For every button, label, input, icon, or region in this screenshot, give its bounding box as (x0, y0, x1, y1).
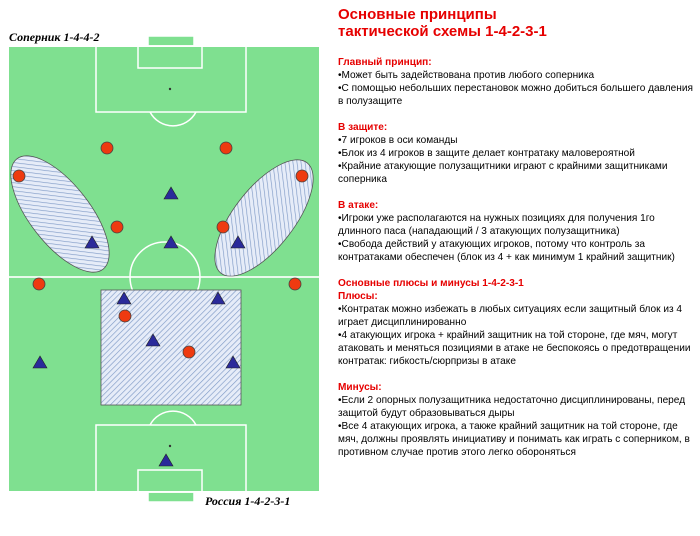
opponent-player (111, 221, 123, 233)
title-line: тактической схемы 1-4-2-3-1 (338, 23, 547, 40)
opponent-formation-label: Соперник 1-4-4-2 (9, 30, 100, 44)
top-penalty-spot (169, 88, 171, 90)
section-title: Главный принцип: (338, 57, 432, 68)
section-subtitle: Плюсы: (338, 291, 378, 302)
opponent-player (296, 170, 308, 182)
section-item: •Блок из 4 игроков в защите делает контратаку маловероятной (338, 148, 635, 159)
opponent-player (289, 278, 301, 290)
section-title: Основные плюсы и минусы 1-4-2-3-1 (338, 278, 524, 289)
section-item: •С помощью небольших перестановок можно добиться большего давления в полузащите (338, 83, 693, 107)
title-line: Основные принципы (338, 6, 497, 23)
section-item: •4 атакующих игрока + крайний защитник на той стороне, где мяч, могут атаковать и меняться позициями в атаке не беспокоясь о предотвращении контратак: гибкость/сюрпризы в атаке (338, 330, 691, 367)
section-pros (338, 277, 696, 368)
section-attack (338, 199, 696, 264)
opponent-player (119, 310, 131, 322)
text-panel (338, 6, 696, 472)
russia-formation-label: Россия 1-4-2-3-1 (205, 494, 291, 508)
bottom-penalty-spot (169, 445, 171, 447)
main-title (338, 6, 696, 40)
section-defense (338, 121, 696, 186)
section-item: •Все 4 атакующих игрока, а также крайний защитник на той стороне, где мяч, должны проявлять инициативу и понимать как играть с соперником, в противном случае против этого легко обороняться (338, 421, 690, 458)
opponent-player (101, 142, 113, 154)
section-title: В атаке: (338, 200, 379, 211)
opponent-player (33, 278, 45, 290)
section-item: •Игроки уже располагаются на нужных позициях для получения 1го длинного паса (нападающий / 3 атакующих полузащитника) (338, 213, 655, 237)
opponent-player (220, 142, 232, 154)
football-pitch (0, 0, 330, 536)
section-title: Минусы: (338, 382, 382, 393)
section-item: •7 игроков в оси команды (338, 135, 458, 146)
opponent-player (217, 221, 229, 233)
opponent-player (13, 170, 25, 182)
section-main-principle (338, 56, 696, 108)
bottom-goal (148, 492, 194, 502)
defensive-block-zone (101, 290, 241, 405)
section-cons (338, 381, 696, 459)
section-item: •Свобода действий у атакующих игроков, потому что контроль за контратаками обеспечен (блок из 4 + как минимум 1 крайний защитник) (338, 239, 675, 263)
section-item: •Крайние атакующие полузащитники играют с крайними защитниками соперника (338, 161, 668, 185)
section-item: •Если 2 опорных полузащитника недостаточно дисциплинированы, перед защитой будут образовываться дыры (338, 395, 686, 419)
section-item: •Контратак можно избежать в любых ситуациях если защитный блок из 4 играет дисциплинированно (338, 304, 683, 328)
opponent-player (183, 346, 195, 358)
section-item: •Может быть задействована против любого соперника (338, 70, 595, 81)
section-title: В защите: (338, 122, 388, 133)
top-goal (148, 36, 194, 46)
